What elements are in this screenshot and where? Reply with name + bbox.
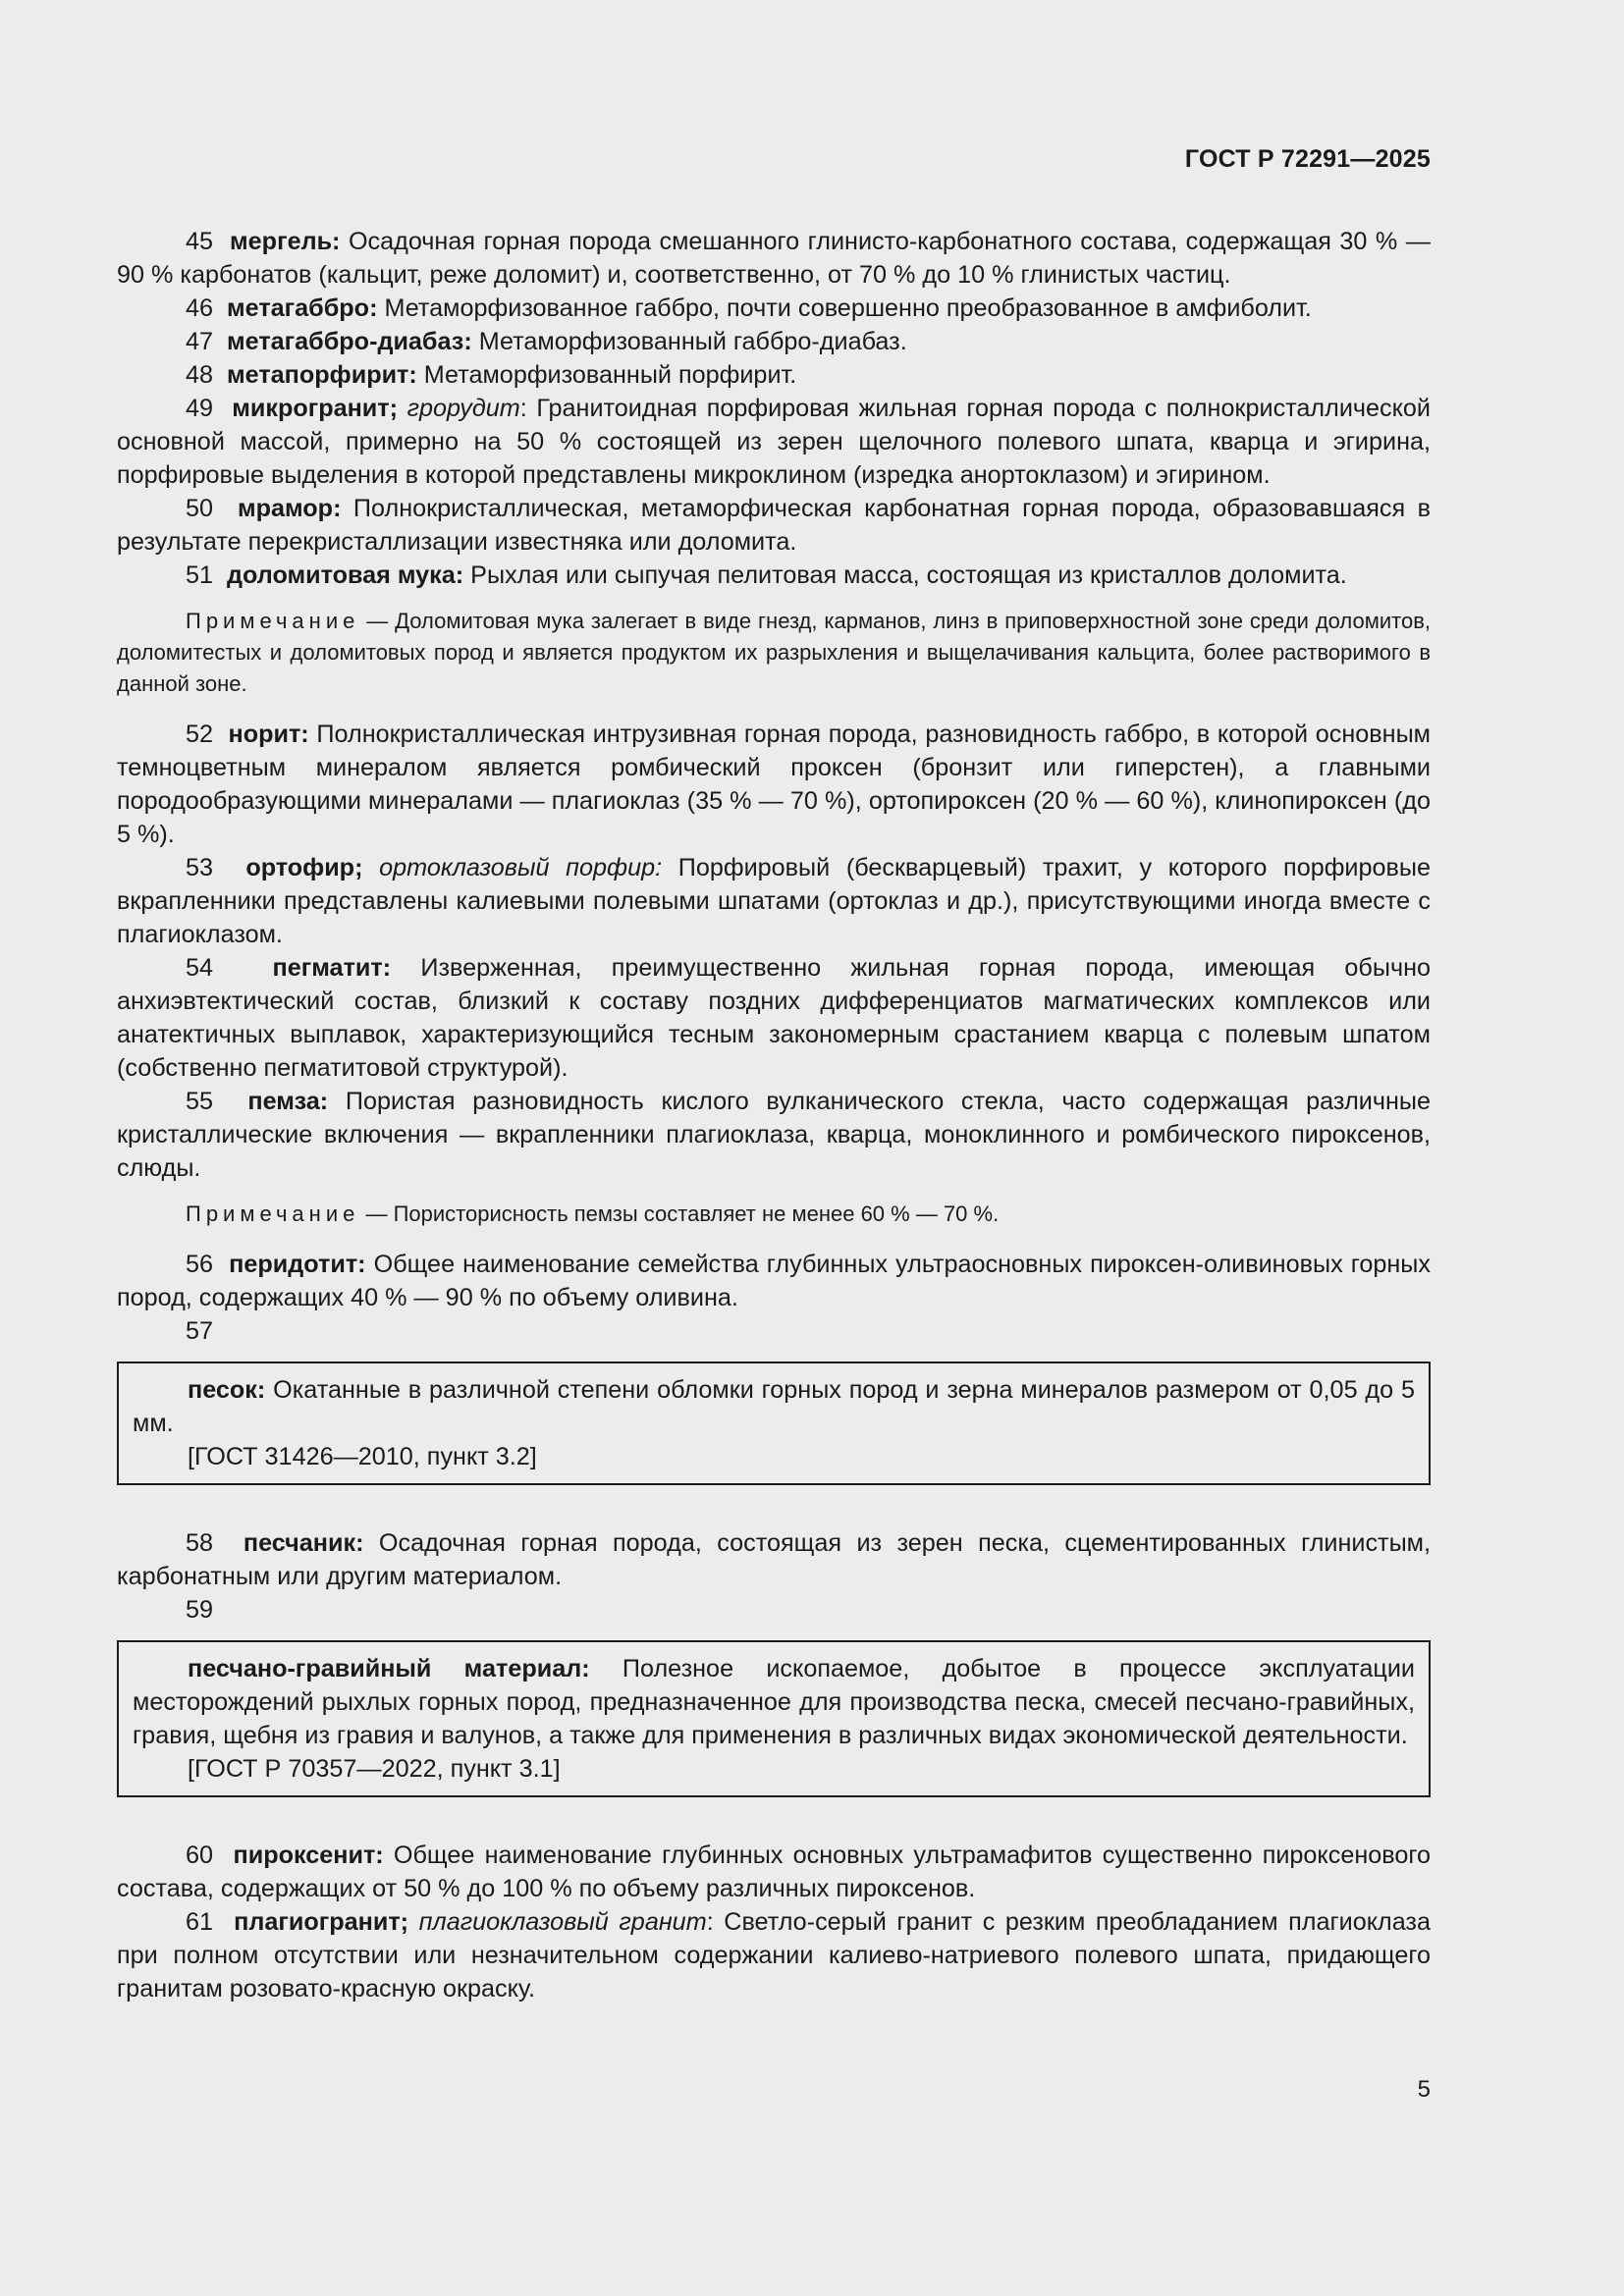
term-number: 52 — [186, 721, 214, 748]
term-name: норит: — [228, 721, 309, 748]
term-definition: : Светло-серый гранит с резким преобладанием плагиоклаза при полном отсутствии или незначительном содержании калиево-натриевого полевого шпата, придающего гранитам розовато-красную окраску. — [117, 1908, 1431, 2002]
term-entry-46 — [117, 292, 1431, 325]
term-entry-48 — [117, 358, 1431, 392]
term-definition: Рыхлая или сыпучая пелитовая масса, состоящая из кристаллов доломита. — [463, 561, 1347, 589]
term-name: пемза: — [247, 1088, 329, 1115]
term-entry-59 — [133, 1652, 1415, 1752]
term-entry-54 — [117, 951, 1431, 1085]
term-name: метагаббро: — [227, 294, 378, 322]
term-name: доломитовая мука: — [227, 561, 464, 589]
term-synonym: плагиоклазовый гранит — [408, 1908, 707, 1936]
term-definition: Общее наименование глубинных основных ультрамафитов существенно пироксенового состава, содержащих от 50 % до 100 % по объему различных пироксенов. — [117, 1842, 1431, 1902]
term-number: 58 — [186, 1529, 214, 1557]
term-definition: Осадочная горная порода смешанного глинисто-карбонатного состава, содержащая 30 % — 90 % карбонатов (кальцит, реже доломит) и, соответственно, от 70 % до 10 % глинистых частиц. — [117, 228, 1431, 289]
term-name: ортофир; — [245, 854, 363, 881]
term-definition: Изверженная, преимущественно жильная горная порода, имеющая обычно анхиэвтектический состав, близкий к составу поздних дифференциатов магматических комплексов или анатектичных выплавок, характеризующийся тесным закономерным срастанием кварца с полевым шпатом (собственно пегматитовой структурой). — [117, 954, 1431, 1082]
term-entry-49 — [117, 392, 1431, 492]
term-name: плагиогранит; — [234, 1908, 409, 1936]
note-text: — Пористорисность пемзы составляет не менее 60 % — 70 %. — [359, 1201, 1000, 1226]
terms-list — [117, 225, 1431, 2005]
term-name: пироксенит: — [233, 1842, 384, 1869]
term-entry-58 — [117, 1526, 1431, 1593]
quoted-term-box-57 — [117, 1362, 1431, 1485]
term-name: песчаник: — [243, 1529, 364, 1557]
term-definition: : Гранитоидная порфировая жильная горная порода с полнокристаллической основной массой, примерно на 50 % состоящей из зерен щелочного полевого шпата, кварца и эгирина, порфировые выделения в которой представлены микроклином (изредка анортоклазом) и эгирином. — [117, 395, 1431, 489]
term-number: 51 — [186, 561, 214, 589]
term-source: [ГОСТ Р 70357—2022, пункт 3.1] — [188, 1755, 561, 1783]
term-number: 46 — [186, 294, 214, 322]
term-entry-50 — [117, 492, 1431, 559]
term-name: микрогранит; — [232, 395, 399, 422]
term-source: [ГОСТ 31426—2010, пункт 3.2] — [188, 1443, 537, 1470]
term-name: перидотит: — [229, 1251, 366, 1278]
term-name: метагаббро-диабаз: — [227, 328, 472, 355]
term-name: песчано-гравийный материал: — [188, 1655, 590, 1682]
document-id-header: ГОСТ Р 72291—2025 — [1184, 145, 1431, 173]
term-name: метапорфирит: — [227, 361, 417, 389]
term-definition: Пористая разновидность кислого вулканического стекла, часто содержащая различные кристаллические включения — вкрапленники плагиоклаза, кварца, моноклинного и ромбического пироксенов, слюды. — [117, 1088, 1431, 1182]
term-name: песок: — [188, 1376, 266, 1404]
term-entry-52 — [117, 718, 1431, 851]
note-text: — Доломитовая мука залегает в виде гнезд, карманов, линз в приповерхностной зоне среди доломитов, доломитестых и доломитовых пород и является продуктом их разрыхления и выщелачивания кальцита, более растворимого в данной зоне. — [117, 609, 1431, 696]
term-definition: Метаморфизованный порфирит. — [416, 361, 797, 389]
term-definition: Осадочная горная порода, состоящая из зерен песка, сцементированных глинистым, карбонатным или другим материалом. — [117, 1529, 1431, 1590]
term-number: 56 — [186, 1251, 214, 1278]
term-entry-56 — [117, 1248, 1431, 1314]
term-number: 54 — [186, 954, 214, 982]
term-number: 47 — [186, 328, 214, 355]
term-number: 55 — [186, 1088, 214, 1115]
term-definition: Полезное ископаемое, добытое в процессе эксплуатации месторождений рыхлых горных пород, предназначенное для производства песка, смесей песчано-гравийных, гравия, щебня из гравия и валунов, а также для применения в различных видах экономической деятельности. — [133, 1655, 1415, 1749]
term-entry-53 — [117, 851, 1431, 951]
term-definition: Порфировый (бескварцевый) трахит, у которого порфировые вкрапленники представлены калиевыми полевыми шпатами (ортоклаз и др.), присутствующими иногда вместе с плагиоклазом. — [117, 854, 1432, 948]
note-label: Примечание — [186, 609, 360, 633]
term-entry-51 — [117, 559, 1431, 592]
term-number: 53 — [186, 854, 214, 881]
term-synonym: ортоклазовый порфир: — [362, 854, 663, 881]
term-entry-57 — [133, 1373, 1415, 1440]
term-definition: Полнокристаллическая интрузивная горная порода, разновидность габбро, в которой основным темноцветным минералом является ромбический проксен (бронзит или гиперстен), а главными породообразующими минералами — плагиоклаз (35 % — 70 %), ортопироксен (20 % — 60 %), клинопироксен (до 5 %). — [117, 721, 1431, 848]
term-name: мрамор: — [237, 495, 342, 522]
note-label: Примечание — [186, 1201, 360, 1226]
term-definition: Окатанные в различной степени обломки горных пород и зерна минералов размером от 0,05 до 5 мм. — [133, 1376, 1415, 1437]
term-entry-61 — [117, 1905, 1431, 2005]
term-entry-60 — [117, 1839, 1431, 1905]
term-name: мергель: — [230, 228, 341, 255]
note-51 — [117, 606, 1431, 700]
page-number: 5 — [1417, 2076, 1431, 2103]
term-definition: Метаморфизованный габбро-диабаз. — [471, 328, 907, 355]
term-number-59: 59 — [186, 1596, 214, 1624]
term-entry-45 — [117, 225, 1431, 292]
term-number: 45 — [186, 228, 214, 255]
term-number-57: 57 — [186, 1317, 214, 1345]
term-number: 48 — [186, 361, 214, 389]
term-number: 50 — [186, 495, 214, 522]
term-number: 61 — [186, 1908, 214, 1936]
term-number: 60 — [186, 1842, 214, 1869]
note-55 — [117, 1199, 1431, 1230]
term-definition: Полнокристаллическая, метаморфическая карбонатная горная порода, образовавшаяся в результате перекристаллизации известняка или доломита. — [117, 495, 1431, 556]
term-entry-47 — [117, 325, 1431, 358]
term-number: 49 — [186, 395, 214, 422]
quoted-term-box-59 — [117, 1640, 1431, 1797]
term-definition: Метаморфизованное габбро, почти совершенно преобразованное в амфиболит. — [377, 294, 1312, 322]
term-name: пегматит: — [272, 954, 392, 982]
term-synonym: грорудит — [398, 395, 520, 422]
term-definition: Общее наименование семейства глубинных ультраосновных пироксен-оливиновых горных пород, содержащих 40 % — 90 % по объему оливина. — [117, 1251, 1431, 1311]
term-entry-55 — [117, 1085, 1431, 1185]
